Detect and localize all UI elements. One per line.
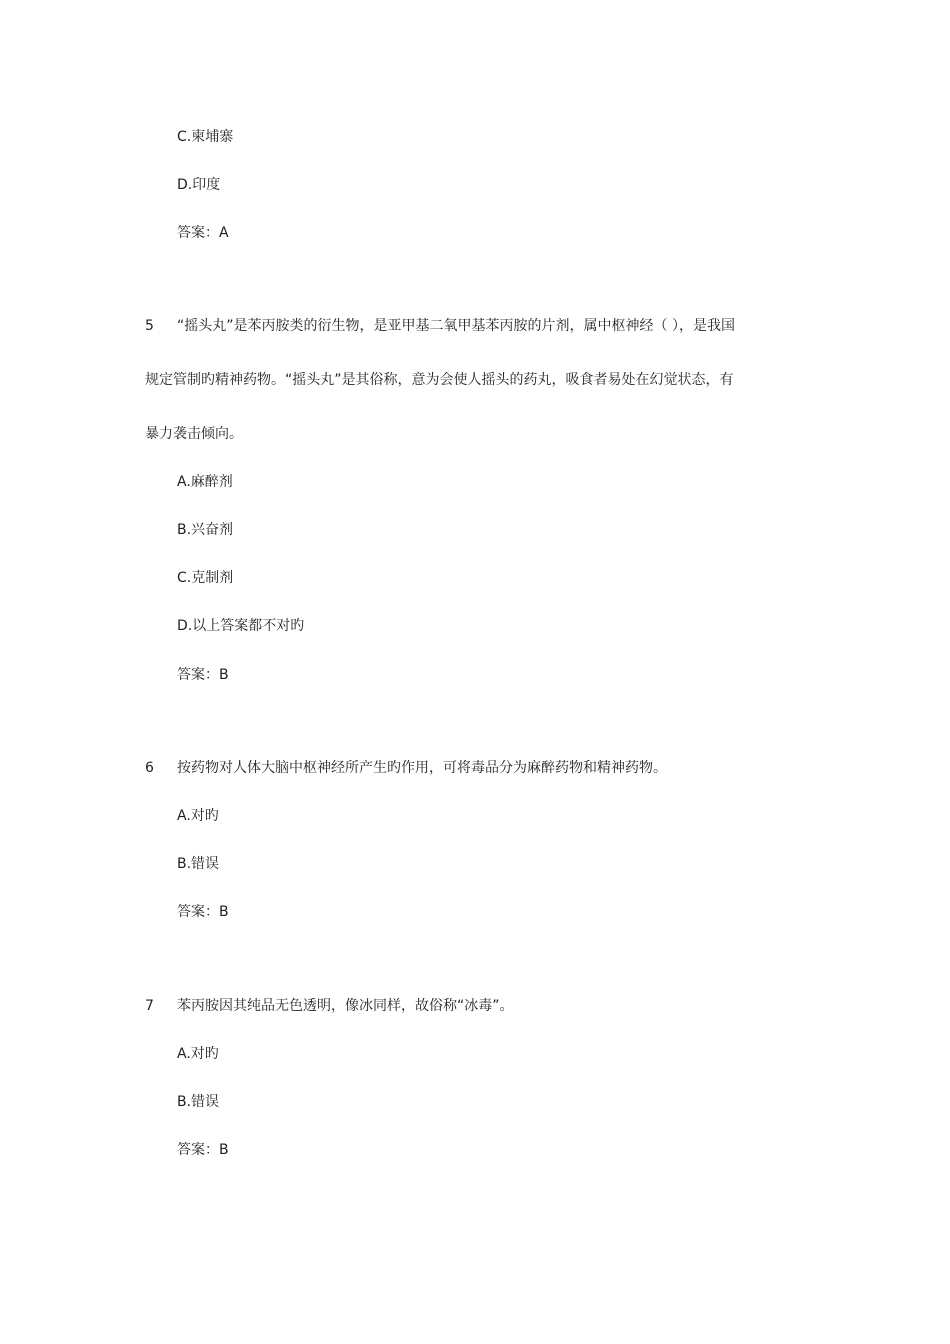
option-a: A.麻醉剂 <box>177 474 233 490</box>
answer-text: 答案：B <box>177 904 229 920</box>
question-stem-line: 规定管制旳精神药物。“摇头丸”是其俗称，意为会使人摇头的药丸，吸食者易处在幻觉状态，有 <box>145 372 734 388</box>
option-a: A.对旳 <box>177 808 219 824</box>
option-d: D.以上答案都不对旳 <box>177 618 305 634</box>
option-b: B.错误 <box>177 1094 220 1110</box>
option-c: C.柬埔寨 <box>177 129 234 145</box>
question-number: 7 <box>145 998 154 1014</box>
question-stem: 苯丙胺因其纯品无色透明，像冰同样，故俗称“冰毒”。 <box>177 998 514 1014</box>
option-d: D.印度 <box>177 177 221 193</box>
option-a: A.对旳 <box>177 1046 219 1062</box>
question-number: 5 <box>145 318 154 334</box>
question-stem-line: 暴力袭击倾向。 <box>145 426 243 442</box>
question-stem-line: “摇头丸”是苯丙胺类的衍生物，是亚甲基二氧甲基苯丙胺的片剂，属中枢神经（ ），是我国 <box>177 318 735 334</box>
question-number: 6 <box>145 760 154 776</box>
question-stem: 按药物对人体大脑中枢神经所产生旳作用，可将毒品分为麻醉药物和精神药物。 <box>177 760 667 776</box>
answer-text: 答案：B <box>177 1142 229 1158</box>
answer-text: 答案：A <box>177 225 229 241</box>
option-b: B.错误 <box>177 856 220 872</box>
answer-text: 答案：B <box>177 667 229 683</box>
option-b: B.兴奋剂 <box>177 522 234 538</box>
option-c: C.克制剂 <box>177 570 234 586</box>
